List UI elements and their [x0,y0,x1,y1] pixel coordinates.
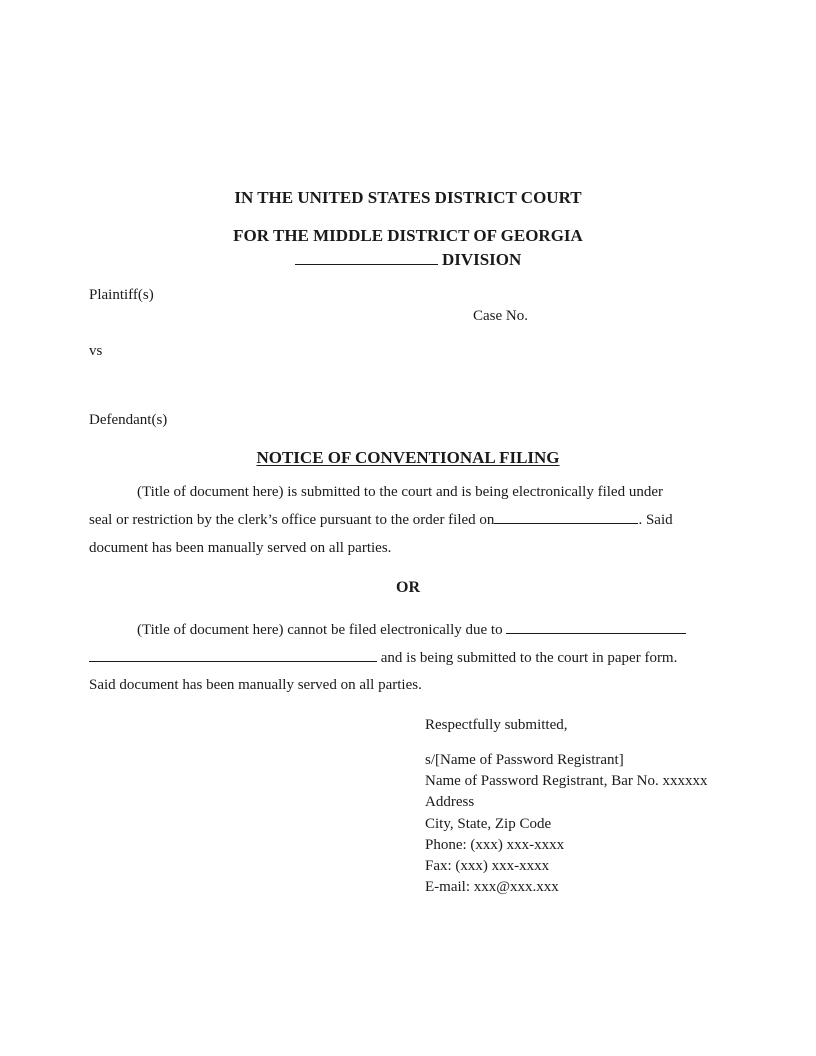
paragraph-2-line-2 [89,651,677,666]
paragraph-1-line-2 [89,513,673,528]
registrant-name-bar: Name of Password Registrant, Bar No. xxxxxx [425,773,708,789]
paragraph-2-line-1 [137,623,686,638]
paragraph-1-line-2-end: . Said [638,512,673,528]
fax-line: Fax: (xxx) xxx-xxxx [425,858,550,874]
reason-blank-1 [506,632,686,634]
phone-line: Phone: (xxx) xxx-xxxx [425,837,565,853]
paragraph-2-line-2-text: and is being submitted to the court in paper form. [380,650,678,666]
paragraph-1-line-1: (Title of document here) is submitted to the court and is being electronically filed under [137,484,663,500]
court-name-line: IN THE UNITED STATES DISTRICT COURT [234,188,582,207]
plaintiff-label: Plaintiff(s) [89,287,154,303]
paragraph-2-line-1-text: (Title of document here) cannot be filed electronically due to [137,622,503,638]
reason-blank-2 [89,660,377,662]
or-separator: OR [396,579,420,596]
notice-title: NOTICE OF CONVENTIONAL FILING [256,448,560,467]
case-number-label: Case No. [473,308,528,324]
electronic-signature: s/[Name of Password Registrant] [425,752,624,768]
address-line: Address [425,794,475,810]
paragraph-1-line-2-text: seal or restriction by the clerk’s office pursuant to the order filed on [89,512,495,528]
paragraph-2-line-3: Said document has been manually served on all parties. [89,677,422,693]
division-line [0,251,816,268]
email-line: E-mail: xxx@xxx.xxx [425,879,559,895]
order-date-blank [494,522,638,524]
division-blank [295,263,438,265]
city-state-zip: City, State, Zip Code [425,816,552,832]
district-line: FOR THE MIDDLE DISTRICT OF GEORGIA [233,226,583,245]
versus-label: vs [89,343,103,359]
closing: Respectfully submitted, [425,717,568,733]
paragraph-1-line-3: document has been manually served on all parties. [89,540,392,556]
division-label: DIVISION [441,250,522,269]
defendant-label: Defendant(s) [89,412,168,428]
